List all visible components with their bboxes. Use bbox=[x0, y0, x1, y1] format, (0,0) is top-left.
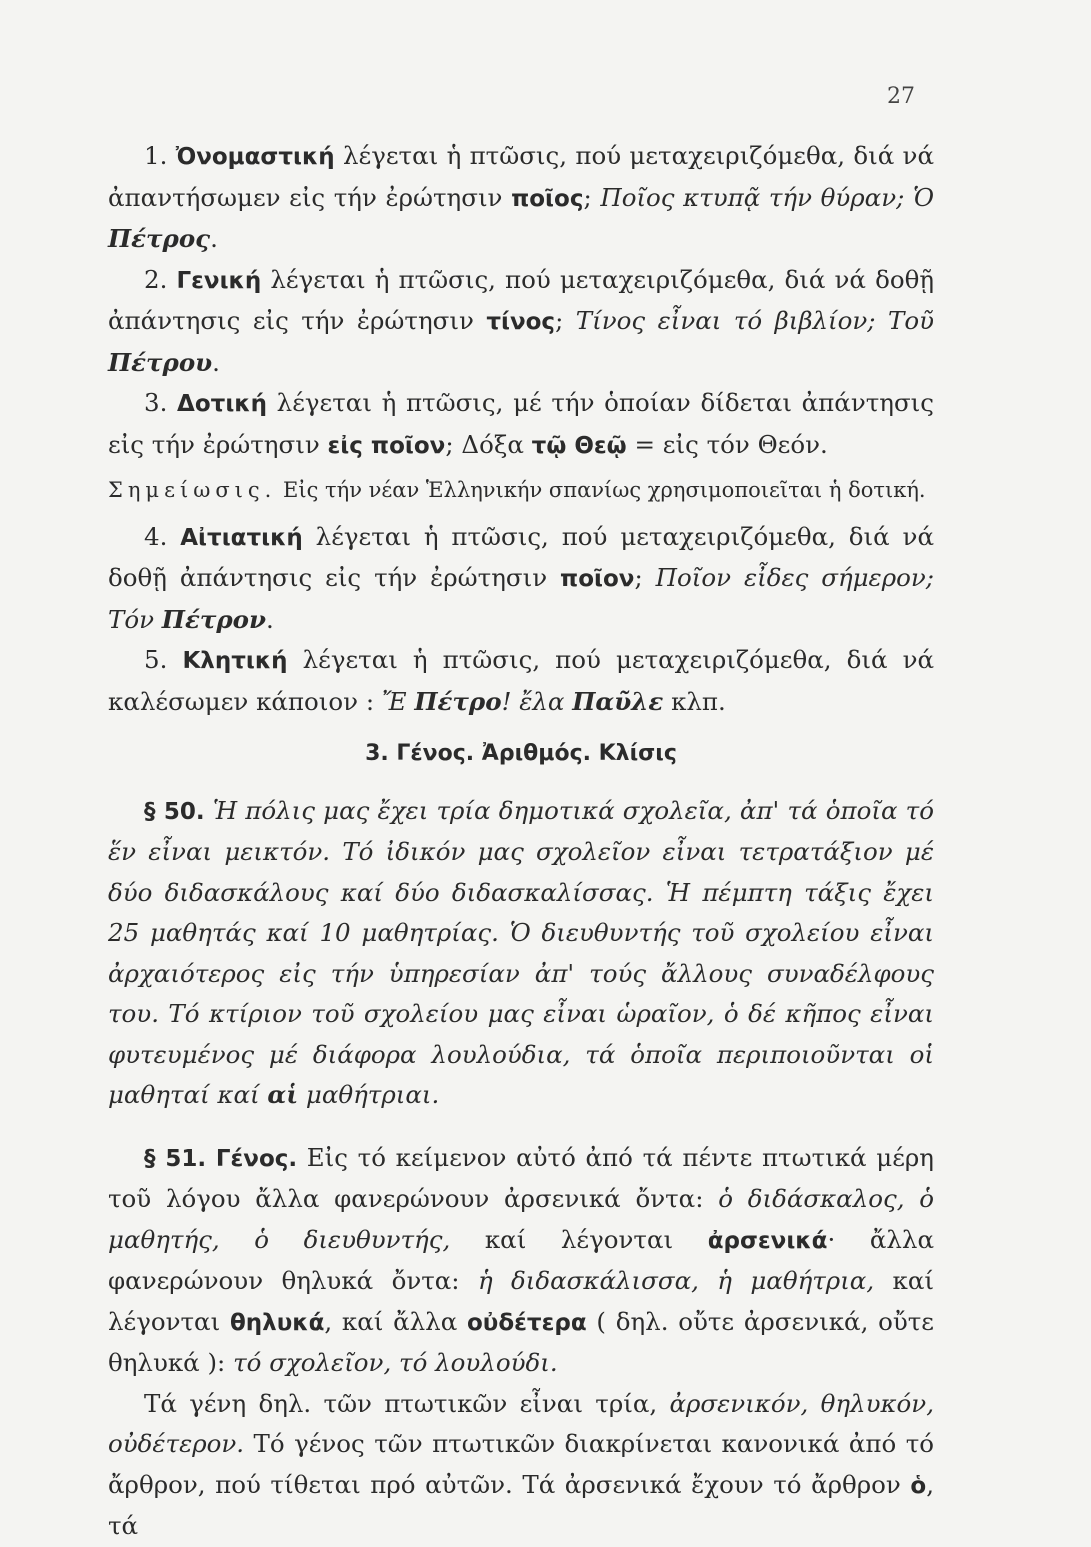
example-text: Τίνος εἶναι τό βιβλίον; Τοῦ bbox=[575, 306, 934, 335]
question-word: τίνος bbox=[486, 309, 556, 335]
reading-text: Ἡ πόλις μας ἔχει τρία δημοτικά σχολεῖα, ἀπ' τά ὁποῖα τό ἕν εἶναι μεικτόν. Τό ἰδικόν μας σχολεῖον εἶναι τετρατάξιον μέ δύο διδασκάλους καί δύο διδασκαλίσσας. Ἡ πέμπτη τάξις ἔχει 25 μαθητάς καί 10 μαθητρίας. Ὁ διευθυντής τοῦ σχολείου εἶναι ἀρχαιότερος εἰς τήν ὑπηρεσίαν ἀπ' τούς ἄλλους συναδέλφους του. Τό κτίριον τοῦ σχολείου μας εἶναι ὡραῖον, ὁ δέ κῆπος εἶναι φυτευμένος μέ διάφορα λουλούδια, τά ὁποῖα περιποιοῦνται οἱ μαθηταί καί bbox=[108, 795, 934, 1109]
emphasis-word: αἱ bbox=[267, 1080, 299, 1109]
example-text: ! ἔλα bbox=[501, 686, 565, 716]
key-term: ἀρσενικά bbox=[707, 1227, 828, 1254]
note-label: Σημείωσις. bbox=[108, 478, 277, 502]
spacer bbox=[108, 1116, 934, 1138]
example-answer: Πέτρου bbox=[108, 347, 213, 377]
body-text: ; bbox=[555, 306, 576, 335]
case-term: Κλητική bbox=[182, 648, 288, 674]
example-answer: Πέτρος bbox=[108, 224, 211, 253]
item-number: 1. bbox=[144, 141, 176, 170]
reading-text: μαθήτριαι. bbox=[298, 1080, 440, 1109]
body-text: κλπ. bbox=[663, 686, 726, 716]
paragraph-accusative bbox=[108, 517, 934, 641]
key-term: θηλυκά bbox=[229, 1309, 325, 1336]
example-answer: Παῦλε bbox=[572, 686, 664, 716]
body-text: , τά bbox=[108, 1469, 934, 1540]
note bbox=[108, 470, 934, 511]
page-body bbox=[108, 136, 934, 1547]
question-word: ποῖος bbox=[511, 185, 584, 212]
body-text: , καί ἄλλα bbox=[324, 1306, 467, 1336]
section-number: § 51. bbox=[144, 1145, 207, 1172]
section-heading: 3. Γένος. Ἀριθμός. Κλίσις bbox=[365, 741, 677, 766]
page-number: 27 bbox=[887, 84, 915, 109]
example-answer: τῷ Θεῷ bbox=[531, 432, 627, 459]
paragraph-section-50 bbox=[108, 791, 934, 1116]
body-text: . bbox=[210, 224, 218, 253]
example-text: ὁ διδάσκαλος, ὁ μαθητής, ὁ διευθυντής, bbox=[108, 1184, 934, 1254]
body-text: . bbox=[212, 347, 220, 377]
item-number: 2. bbox=[144, 264, 177, 294]
case-term: Γενική bbox=[176, 267, 262, 294]
case-term: Ὀνομαστική bbox=[175, 144, 335, 170]
key-term: ὁ bbox=[910, 1472, 927, 1499]
paragraph-vocative bbox=[108, 640, 934, 722]
item-number: 5. bbox=[144, 645, 183, 674]
example-text: ἀρσενικόν, θηλυκόν, οὐδέτερον. bbox=[108, 1388, 934, 1458]
question-word: εἰς ποῖον bbox=[327, 432, 446, 459]
paragraph-dative bbox=[108, 383, 934, 466]
body-text: ; Δόξα bbox=[445, 429, 532, 459]
note-text: Εἰς τήν νέαν Ἑλληνικήν σπανίως χρησιμοποιεῖται ἡ δοτική. bbox=[276, 478, 926, 502]
case-term: Δοτική bbox=[177, 391, 268, 417]
body-text: λέγεται ἡ πτῶσις, πού μεταχειριζόμεθα, διά νά δοθῇ ἀπάντησις εἰς τήν ἐρώτησιν bbox=[108, 521, 934, 592]
paragraph-section-51 bbox=[108, 1138, 934, 1384]
body-text: Τό γένος τῶν πτωτικῶν διακρίνεται κανονικά ἀπό τό ἄρθρον, πού τίθεται πρό αὐτῶν. Τά ἀρσενικά ἔχουν τό ἄρθρον bbox=[108, 1429, 934, 1499]
paragraph-nominative bbox=[108, 136, 934, 260]
example-text: Ποῖον εἶδες σήμερον; Τόν bbox=[108, 563, 935, 634]
body-text: Εἰς τό κείμενον αὐτό ἀπό τά πέντε πτωτικά μέρη τοῦ λόγου ἄλλα φανερώνουν ἀρσενικά ὄντα: bbox=[108, 1142, 934, 1213]
body-text: ( δηλ. οὔτε ἀρσενικά, οὔτε θηλυκά ): bbox=[108, 1306, 934, 1377]
body-text: · ἄλλα φανερώνουν θηλυκά ὄντα: bbox=[108, 1224, 934, 1295]
paragraph-genders bbox=[108, 1384, 934, 1547]
paragraph-genitive bbox=[108, 260, 934, 384]
body-text: = εἰς τόν Θεόν. bbox=[626, 429, 828, 459]
body-text: λέγεται ἡ πτῶσις, πού μεταχειριζόμεθα, διά νά καλέσωμεν κάποιον : bbox=[108, 645, 935, 716]
body-text: . bbox=[265, 604, 274, 634]
example-text: ἡ διδασκάλισσα, ἡ μαθήτρια, bbox=[477, 1266, 875, 1295]
question-word: ποῖον bbox=[560, 566, 635, 592]
example-answer: Πέτρον bbox=[161, 604, 266, 634]
body-text: λέγεται ἡ πτῶσις, πού μεταχειριζόμεθα, διά νά δοθῇ ἀπάντησις εἰς τήν ἐρώτησιν bbox=[108, 264, 934, 335]
item-number: 3. bbox=[144, 388, 178, 417]
case-term: Αἰτιατική bbox=[180, 524, 303, 551]
example-text: τό σχολεῖον, τό λουλούδι. bbox=[233, 1348, 558, 1377]
key-term: οὐδέτερα bbox=[467, 1309, 587, 1336]
body-text: Τά γένη δηλ. τῶν πτωτικῶν εἶναι τρία, bbox=[144, 1388, 670, 1418]
body-text: λέγεται ἡ πτῶσις, πού μεταχειριζόμεθα, διά νά ἀπαντήσωμεν εἰς τήν ἐρώτησιν bbox=[108, 141, 934, 212]
example-answer: Πέτρο bbox=[414, 686, 502, 716]
body-text: ; bbox=[583, 182, 601, 212]
body-text: καί λέγονται bbox=[108, 1266, 934, 1336]
example-text: Ποῖος κτυπᾷ τήν θύραν; Ὁ bbox=[600, 182, 934, 212]
section-number: § 50. bbox=[144, 798, 205, 825]
body-text: καί λέγονται bbox=[450, 1224, 708, 1254]
section-title: Γένος. bbox=[215, 1145, 298, 1172]
item-number: 4. bbox=[144, 521, 181, 551]
example-text: Ἔ bbox=[381, 686, 407, 716]
body-text: ; bbox=[634, 563, 656, 592]
body-text: λέγεται ἡ πτῶσις, μέ τήν ὁποίαν δίδεται ἀπάντησις εἰς τήν ἐρώτησιν bbox=[108, 388, 934, 459]
